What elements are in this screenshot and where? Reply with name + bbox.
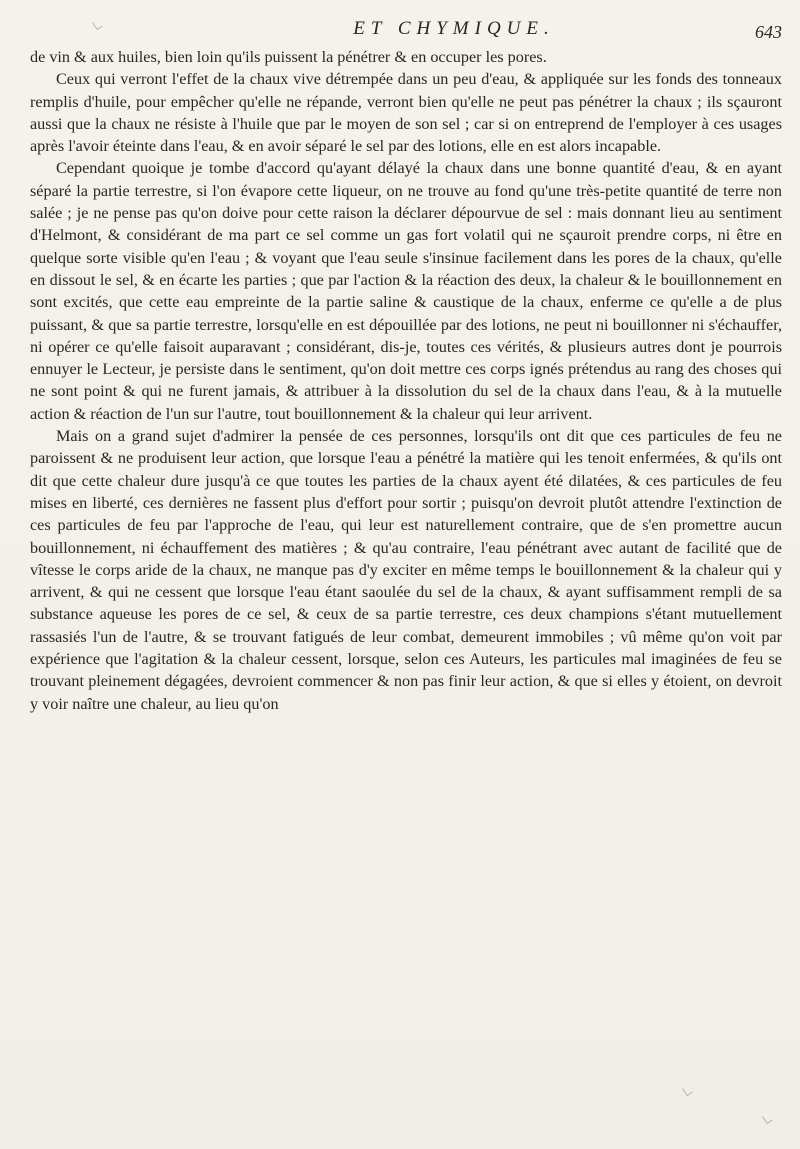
paragraph-4: Mais on a grand sujet d'admirer la pensée de ces personnes, lorsqu'ils ont dit que ces particules de feu ne paroissent & ne produisent leur action, que lorsque l'eau a pénétré la matière qui les tenoit enfermées, & qu'ils ont dit que cette chaleur dure jusqu'à ce que toutes les parties de la chaux ayent été dilatées, & ces particules de feu mises en liberté, ces dernières ne fassent plus d'effort pour sortir ; puisqu'on devroit plutôt attendre l'extinction de ces particules de feu par l'approche de l'eau, qui leur est naturellement contraire, que de s'en promettre aucun bouillonnement, ni échauffement des matières ; & qu'au contraire, l'eau pénétrant avec autant de facilité que de vîtesse le corps aride de la chaux, ne manque pas d'y exciter en même temps le bouillonnement & la chaleur qui y arrivent, & qui ne cessent que lorsque l'eau étant saoulée du sel de la chaux, & ayant suffisamment rempli de sa substance aqueuse les pores de ce sel, & ceux de sa partie terrestre, ces deux champions s'étant mutuellement rassasiés l'un de l'autre, & se trouvant fatigués de leur combat, demeurent immobiles ; vû même qu'on voit par expérience que l'agitation & la chaleur cessent, lorsque, selon ces Auteurs, les particules mal imaginées de feu se trouvant pleinement dégagées, devroient commencer & non pas finir leur action, & que si elles y étoient, on devroit y voir naître une chaleur, au lieu qu'on (30, 427, 782, 713)
paragraph-1: de vin & aux huiles, bien loin qu'ils puissent la pénétrer & en occuper les pores. (30, 48, 547, 66)
paper-mark (762, 1113, 773, 1124)
paragraph-3: Cependant quoique je tombe d'accord qu'ayant délayé la chaux dans une bonne quantité d'eau, & en ayant séparé la partie terrestre, si l'on évapore cette liqueur, on ne trouve au fond qu'une très-petite quantité de terre non salée ; je ne pense pas qu'on doive pour cette raison la déclarer dépourvue de sel : mais donnant lieu au sentiment d'Helmont, & considérant de ma part ce sel comme un gas fort volatil qui ne sçauroit prendre corps, ni être en quelque sorte visible qu'en l'eau ; & voyant que l'eau seule s'insinue facilement dans les pores de la chaux, qu'elle en dissout le sel, & en écarte les parties ; que par l'action & la réaction des deux, la chaleur & le bouillonnement en sont excités, que cette eau empreinte de la partie saline & caustique de la chaux, enferme ce qu'elle a de plus puissant, & que sa partie terrestre, lorsqu'elle en est dépouillée par des lotions, ne peut ni bouillonner ni s'échauffer, ni opérer ce qu'elle faisoit auparavant ; considérant, dis-je, toutes ces vérités, & plusieurs autres dont je pourrois ennuyer le Lecteur, je persiste dans le sentiment, qu'on doit mettre ces corps ignés prétendus au rang des choses qui ne sont point & qui ne furent jamais, & attribuer à la dissolution du sel de la chaux dans l'eau, & à la mutuelle action & réaction de l'un sur l'autre, tout bouillonnement & la chaleur qui leur arrivent. (30, 159, 782, 423)
page-body (30, 46, 782, 715)
page-number: 643 (755, 22, 782, 42)
running-head: ET CHYMIQUE. (353, 18, 555, 39)
page-header (0, 12, 800, 46)
paper-mark (682, 1085, 693, 1096)
paragraph-2: Ceux qui verront l'effet de la chaux vive détrempée dans un peu d'eau, & appliquée sur les fonds des tonneaux remplis d'huile, pour empêcher qu'elle ne répande, verront bien qu'elle ne peut pas pénétrer la chaux ; ils sçauront aussi que la chaux ne résiste à l'huile que par le moyen de son sel ; car si on entreprend de l'employer à ces usages après l'avoir éteinte dans l'eau, & en avoir séparé le sel par des lotions, elle en est alors incapable. (30, 70, 782, 156)
